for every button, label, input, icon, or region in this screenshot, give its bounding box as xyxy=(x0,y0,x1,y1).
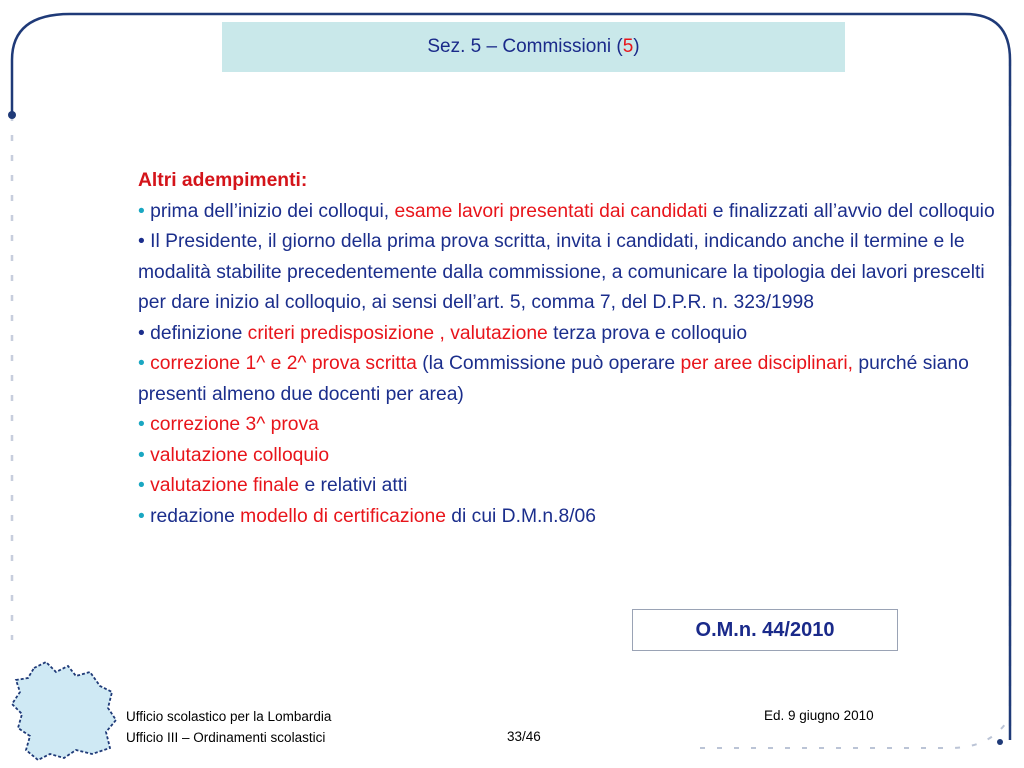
edition-date: Ed. 9 giugno 2010 xyxy=(764,708,874,723)
list-item: • valutazione colloquio xyxy=(138,444,330,466)
footer-office xyxy=(126,706,331,748)
bullet-icon: • xyxy=(138,505,145,527)
bullet-icon: • xyxy=(138,200,145,222)
list-item: • redazione modello di certificazione di cui D.M.n.8/06 xyxy=(138,505,596,527)
list-item: • correzione 1^ e 2^ prova scritta (la Commissione può operare per aree disciplinari, purché siano presenti almeno due docenti per area) xyxy=(138,353,969,405)
list-item: • Il Presidente, il giorno della prima prova scritta, invita i candidati, indicando anche il termine e le modalità stabilite precedentemente dalla commissione, a comunicare la tipologia dei lavori prescelti per dare inizio al colloquio, ai sensi dell’art. 5, comma 7, del D.P.R. n. 323/1998 xyxy=(138,231,985,313)
bullet-icon: • xyxy=(138,414,145,435)
list-item: • prima dell’inizio dei colloqui, esame lavori presentati dai candidati e finalizzati all’avvio del colloquio xyxy=(138,200,995,222)
bullet-icon: • xyxy=(138,322,145,344)
bullet-icon: • xyxy=(138,475,145,496)
frame-dot-right xyxy=(997,739,1003,745)
page-number: 33/46 xyxy=(507,729,541,744)
slide-content xyxy=(138,166,998,532)
footer-line-1: Ufficio scolastico per la Lombardia xyxy=(126,709,332,724)
frame-dot-left xyxy=(8,111,16,119)
reference-label: O.M.n. 44/2010 xyxy=(695,618,835,641)
slide-title: Sez. 5 – Commissioni (5) xyxy=(427,36,640,57)
section-number: 5 xyxy=(622,36,634,57)
footer-line-2: Ufficio III – Ordinamenti scolastici xyxy=(126,730,326,745)
list-item: • valutazione finale e relativi atti xyxy=(138,475,408,496)
content-heading: Altri adempimenti: xyxy=(138,170,308,191)
list-item: • correzione 3^ prova xyxy=(138,414,319,435)
bullet-icon: • xyxy=(138,231,145,252)
list-item: • definizione criteri predisposizione , valutazione terza prova e colloquio xyxy=(138,322,748,344)
title-bar xyxy=(222,22,845,72)
lombardia-map-icon xyxy=(4,658,122,766)
reference-box xyxy=(632,609,898,651)
bullet-icon: • xyxy=(138,353,145,374)
bullet-icon: • xyxy=(138,444,145,466)
